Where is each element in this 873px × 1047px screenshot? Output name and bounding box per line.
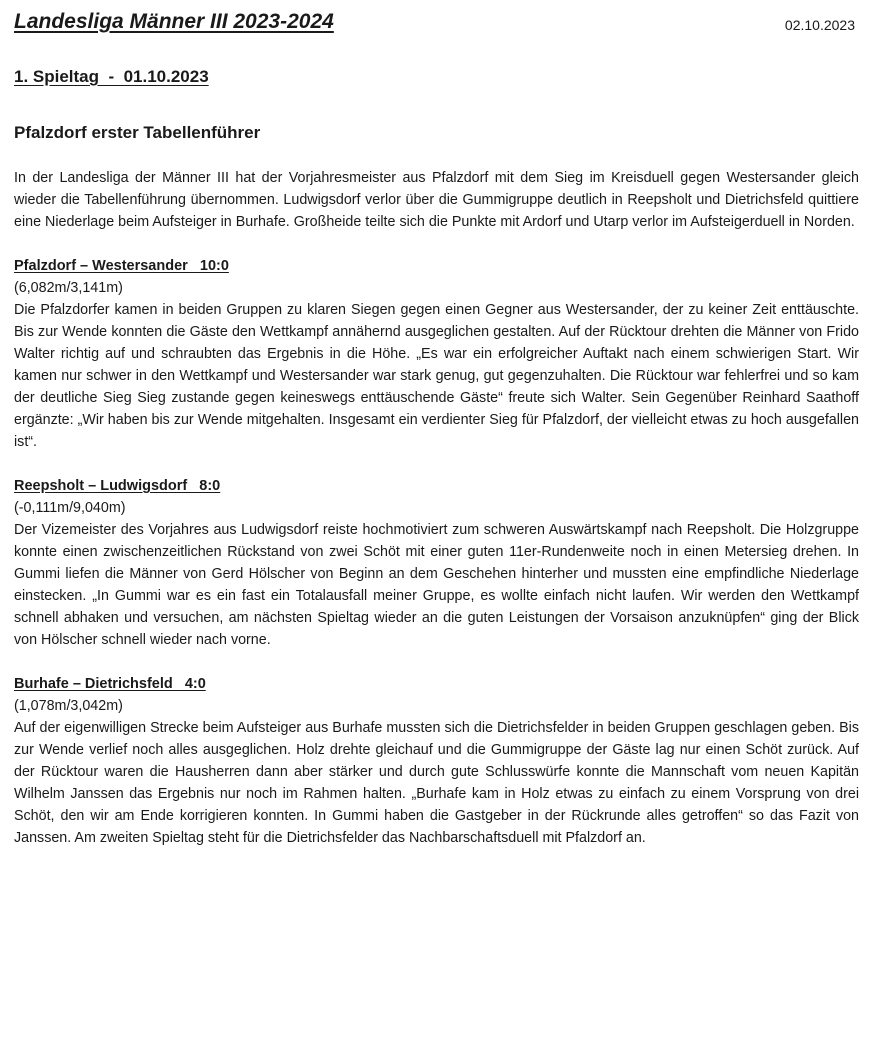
match-report: Auf der eigenwilligen Strecke beim Aufsteiger aus Burhafe mussten sich die Dietrichsfelder in beiden Gruppen geschlagen geben. Bis zur Wende verlief noch alles ausgeglichen. Holz drehte gleichauf und die Gummigruppe der Gäste lag nur einen Schöt zurück. Auf der Rücktour waren die Hausherren dann aber stärker und durch gute Schlusswürfe konnte die Mannschaft vom neuen Kapitän Wilhelm Janssen das Ergebnis nur noch im Rahmen halten. „Burhafe kam in Holz etwas zu einfach zu einem Vorsprung von drei Schöt, den wir am Ende korrigieren konnten. In Gummi haben die Gastgeber in der Rückrunde alles getroffen“ so das Fazit von Janssen. Am zweiten Spieltag steht für die Dietrichsfelder das Nachbarschaftsduell mit Pfalzdorf an. bbox=[14, 720, 859, 846]
match-section-burhafe-dietrichsfeld bbox=[14, 673, 859, 849]
article-headline: Pfalzdorf erster Tabellenführer bbox=[14, 123, 261, 142]
match-section-pfalzdorf-westersander bbox=[14, 255, 859, 453]
document-page bbox=[14, 0, 859, 849]
match-report: Die Pfalzdorfer kamen in beiden Gruppen zu klaren Siegen gegen einen Gegner aus Westersander, der zu keiner Zeit enttäuschte. Bis zur Wende konnten die Gäste den Wettkampf annähernd ausgeglichen gestalten. Auf der Rücktour drehten die Männer von Frido Walter richtig auf und schraubten das Ergebnis in die Höhe. „Es war ein erfolgreicher Auftakt nach einem schwierigen Start. Wir kamen nur schwer in den Wettkampf und Westersander war stark genug, gut gegenzuhalten. Die Rücktour war fehlerfrei und so kam der deutliche Sieg Sieg zustande gegen keineswegs enttäuschende Gäste“ freute sich Walter. Sein Gegenüber Reinhard Saathoff ergänzte: „Wir haben bis zur Wende mitgehalten. Insgesamt ein verdienter Sieg für Pfalzdorf, der vielleicht etwas zu hoch ausgefallen ist“. bbox=[14, 302, 859, 450]
match-report: Der Vizemeister des Vorjahres aus Ludwigsdorf reiste hochmotiviert zum schweren Auswärtskampf nach Reepsholt. Die Holzgruppe konnte einen zwischenzeitlichen Rückstand von zwei Schöt mit einer guten 11er-Rundenweite noch in einen Metersieg drehen. In Gummi liefen die Männer von Gerd Hölscher von Beginn an dem Geschehen hinterher und mussten eine empfindliche Niederlage einstecken. „In Gummi war es ein fast ein Totalausfall meiner Gruppe, es wollte einfach nicht laufen. Wir werden den Wettkampf schnell abhaken und versuchen, am nächsten Spieltag wieder an die guten Leistungen der Vorsaison anzuknüpfen“ ging der Blick von Hölscher schnell wieder nach vorne. bbox=[14, 522, 859, 648]
match-distance: (1,078m/3,042m) bbox=[14, 698, 123, 714]
match-distance: (-0,111m/9,040m) bbox=[14, 500, 126, 516]
intro-paragraph: In der Landesliga der Männer III hat der Vorjahresmeister aus Pfalzdorf mit dem Sieg im Kreisduell gegen Westersander gleich wieder die Tabellenführung übernommen. Ludwigsdorf verlor über die Gummigruppe deutlich in Reepsholt und Dietrichsfeld quittiere eine Niederlage beim Aufsteiger in Burhafe. Großheide teilte sich die Punkte mit Ardorf und Utarp verlor im Aufsteigerduell in Norden. bbox=[14, 170, 859, 230]
document-title: Landesliga Männer III 2023-2024 bbox=[14, 10, 334, 33]
document-header bbox=[14, 0, 859, 44]
matchday-heading: 1. Spieltag - 01.10.2023 bbox=[14, 67, 209, 86]
match-title: Reepsholt – Ludwigsdorf 8:0 bbox=[14, 478, 221, 494]
document-date: 02.10.2023 bbox=[784, 17, 855, 33]
match-section-reepsholt-ludwigsdorf bbox=[14, 475, 859, 651]
match-distance: (6,082m/3,141m) bbox=[14, 280, 123, 296]
match-title: Burhafe – Dietrichsfeld 4:0 bbox=[14, 676, 206, 692]
match-title: Pfalzdorf – Westersander 10:0 bbox=[14, 258, 229, 274]
